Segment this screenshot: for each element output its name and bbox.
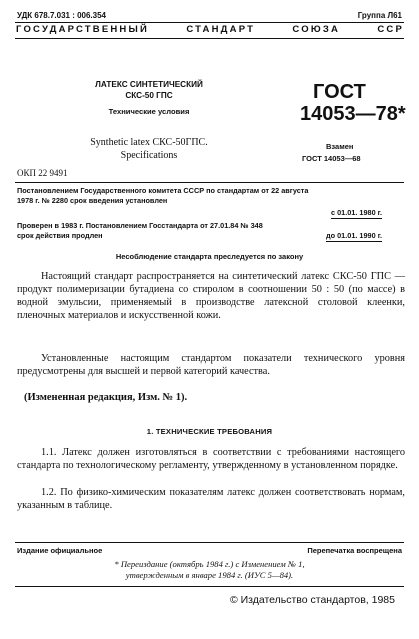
- paragraph-quality: Установленные настоящим стандартом показатели технического уровня предусмотрены для высшей и первой категорий качества.: [17, 353, 405, 378]
- english-title-line-2: Specifications: [120, 150, 178, 161]
- check-line-2: срок действия продлен: [17, 231, 103, 240]
- title-line-2: СКС-50 ГПС: [125, 91, 173, 100]
- copyright-rule: [15, 586, 404, 587]
- paragraph-1-1: 1.1. Латекс должен изготовляться в соответствии с требованиями настоящего стандарта по технологическому регламенту, утвержденному в установленном порядке.: [17, 447, 405, 472]
- udk-code: УДК 678.7.031 : 006.354: [17, 11, 106, 20]
- english-title-line-1: Synthetic latex СКС-50ГПС.: [90, 137, 208, 148]
- reprint-note-line-2: утвержденным в январе 1984 г. (ИУС 5—84).: [125, 570, 294, 580]
- paragraph-1-2: 1.2. По физико-химическим показателям латекс должен соответствовать нормам, указанным в таблице.: [17, 487, 405, 512]
- paragraph-scope: Настоящий стандарт распространяется на синтетический латекс СКС-50 ГПС — продукт полимеризации бутадиена со стиролом в соотношении 50 : 50 (по массе) в водной эмульсии, применяемый в производстве латексной столовой клеенки, пленочных материалов и искусственной кожи.: [17, 271, 405, 322]
- reprint-ban: Перепечатка воспрещена: [307, 546, 402, 555]
- title-subtitle: Технические условия: [108, 107, 190, 116]
- standard-header: ГОСУДАРСТВЕННЫЙ СТАНДАРТ СОЮЗА ССР: [16, 24, 404, 35]
- title-block: [40, 79, 258, 116]
- revision-note: (Измененная редакция, Изм. № 1).: [24, 392, 188, 403]
- okp-code: ОКП 22 9491: [17, 168, 68, 178]
- english-title-block: [40, 136, 258, 162]
- decree-date-start: с 01.01. 1980 г.: [331, 208, 382, 217]
- official-edition: Издание официальное: [17, 546, 103, 555]
- check-line-1: Проверен в 1983 г. Постановлением Госстандарта от 27.01.84 № 348: [17, 221, 263, 230]
- replace-label: Взамен: [326, 142, 354, 151]
- gost-number: 14053—78*: [300, 103, 406, 125]
- protection-notice: Несоблюдение стандарта преследуется по закону: [115, 252, 304, 261]
- copyright: © Издательство стандартов, 1985: [229, 594, 395, 606]
- replace-value: ГОСТ 14053—68: [302, 154, 361, 163]
- gost-word: ГОСТ: [313, 81, 366, 103]
- reprint-note: [0, 559, 419, 581]
- header-rule-bottom: [15, 38, 404, 39]
- group-code: Группа Л61: [357, 11, 402, 20]
- decree-line-2: 1978 г. № 2280 срок введения установлен: [17, 196, 168, 205]
- decree-line-1: Постановлением Государственного комитета СССР по стандартам от 22 августа: [17, 186, 309, 195]
- check-date-end: до 01.01. 1990 г.: [326, 231, 383, 240]
- reprint-note-line-1: * Переиздание (октябрь 1984 г.) с Изменением № 1,: [114, 559, 305, 569]
- okp-rule: [15, 182, 404, 183]
- footer-rule: [15, 542, 404, 543]
- title-line-1: ЛАТЕКС СИНТЕТИЧЕСКИЙ: [95, 80, 203, 89]
- header-rule-top: [15, 22, 404, 23]
- section-heading: 1. ТЕХНИЧЕСКИЕ ТРЕБОВАНИЯ: [146, 427, 273, 436]
